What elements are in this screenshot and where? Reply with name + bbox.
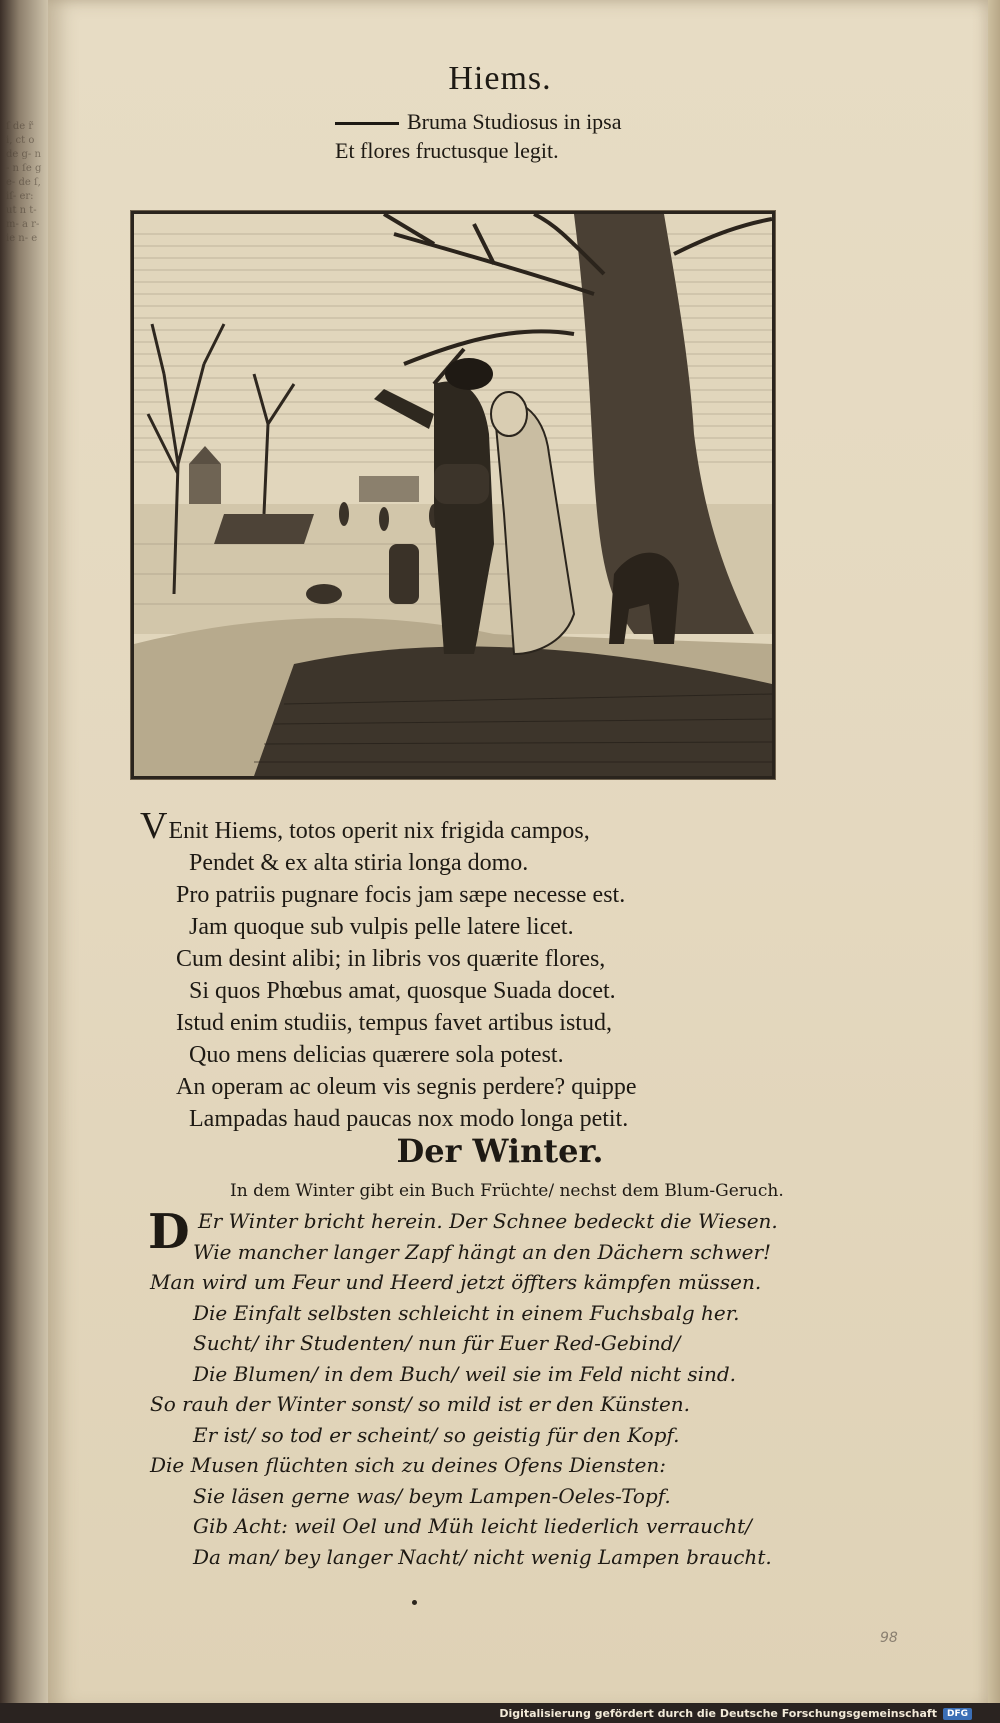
- footer-credit-text: Digitalisierung gefördert durch die Deutsche Forschungsgemeinschaft: [499, 1707, 937, 1720]
- latin-line: VEnit Hiems, totos operit nix frigida campos,: [140, 805, 590, 847]
- page-title: Hiems.: [448, 60, 552, 97]
- latin-poem: [140, 805, 840, 1135]
- german-line: Man wird um Feur und Heerd jetzt öffters kämpfen müssen.: [150, 1270, 762, 1294]
- latin-line: Jam quoque sub vulpis pelle latere licet.: [189, 914, 574, 940]
- german-title: Der Winter.: [396, 1132, 604, 1170]
- engraving-plate: [131, 211, 775, 779]
- dfg-logo-icon: DFG: [943, 1708, 972, 1720]
- footer-bar: [0, 1703, 1000, 1723]
- latin-line: Istud enim studiis, tempus favet artibus istud,: [176, 1010, 612, 1036]
- motto-line-2: Et flores fructusque legit.: [335, 138, 559, 163]
- latin-line: Quo mens delicias quærere sola potest.: [189, 1042, 564, 1068]
- ornament-dot: [412, 1600, 417, 1605]
- latin-line: Pendet & ex alta stiria longa domo.: [189, 850, 529, 876]
- german-line: Sie läsen gerne was/ beym Lampen-Oeles-Topf.: [193, 1483, 671, 1508]
- footer-credit: [499, 1707, 972, 1720]
- german-line: Er Winter bricht herein. Der Schnee bedeckt die Wiesen.: [198, 1209, 778, 1233]
- motto-line-1: Bruma Studiosus in ipsa: [407, 109, 622, 134]
- german-line: Die Einfalt selbsten schleicht in einem Fuchsbalg her.: [193, 1300, 740, 1325]
- motto-dash: [335, 122, 399, 125]
- german-line: Wie mancher langer Zapf hängt an den Dächern schwer!: [193, 1239, 772, 1264]
- adjacent-page-edge: [0, 0, 48, 1723]
- engraving-illustration: [134, 214, 772, 776]
- latin-line: Lampadas haud paucas nox modo longa petit.: [189, 1106, 629, 1132]
- german-poem: [150, 1206, 870, 1572]
- german-line: Die Blumen/ in dem Buch/ weil sie im Feld nicht sind.: [193, 1361, 737, 1386]
- margin-fragment: ſ de r̃ i, ct o de g- n- n ſe ge- de ſ, iſ- er: ut n t- m- a r- ie n- e: [6, 121, 42, 244]
- latin-line: An operam ac oleum vis segnis perdere? quippe: [176, 1074, 637, 1100]
- latin-line: Cum desint alibi; in libris vos quærite flores,: [176, 946, 606, 972]
- german-line: Er ist/ so tod er scheint/ so geistig für den Kopf.: [193, 1422, 680, 1447]
- german-line: Gib Acht: weil Oel und Müh leicht liederlich verraucht/: [193, 1514, 752, 1538]
- latin-dropcap: V: [140, 805, 168, 847]
- latin-line: Pro patriis pugnare focis jam sæpe necesse est.: [176, 882, 626, 908]
- german-subtitle: In dem Winter gibt ein Buch Früchte/ nechst dem Blum-Geruch.: [230, 1181, 784, 1201]
- folio-number: 98: [880, 1630, 898, 1646]
- motto: [335, 107, 755, 165]
- german-line: So rauh der Winter sonst/ so mild ist er den Künsten.: [150, 1392, 691, 1416]
- german-line: Sucht/ ihr Studenten/ nun für Euer Red-Gebind/: [193, 1331, 681, 1355]
- german-dropcap: D: [148, 1204, 190, 1260]
- page-stack-edge: [988, 0, 1000, 1723]
- latin-line: Si quos Phœbus amat, quosque Suada docet.: [189, 978, 616, 1004]
- german-line: Da man/ bey langer Nacht/ nicht wenig Lampen braucht.: [193, 1544, 772, 1569]
- german-line: Die Musen flüchten sich zu deines Ofens Diensten:: [150, 1453, 667, 1477]
